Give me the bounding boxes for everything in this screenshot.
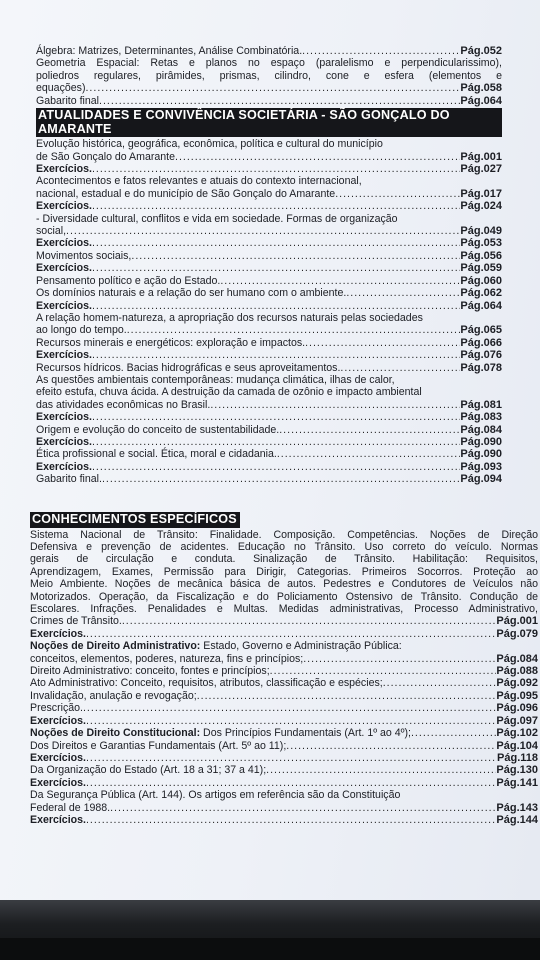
toc-entry-title: Dos Direitos e Garantias Fundamentais (Art. 5º ao 11); [30,739,287,752]
toc-entry-exercicios [30,628,538,640]
toc-entry-exercicios [30,752,538,764]
toc-page-number: Pág.096 [496,702,538,715]
toc-entry [36,225,502,237]
toc-entry-title: Exercícios. [36,435,92,448]
section-header-conhecimentos: CONHECIMENTOS ESPECÍFICOS [30,512,240,528]
section-header-atualidades: ATUALIDADES E CONVIVÊNCIA SOCIETÁRIA - SÃO GONÇALO DO AMARANTE [36,108,502,137]
toc-page-number: Pág.090 [460,448,502,461]
toc-entry-title: social, [36,225,67,238]
toc-page-number: Pág.056 [460,249,502,262]
toc-entry-exercicios [36,163,502,175]
toc-entry-exercicios [30,814,538,826]
subsection-heading: Noções de Direito Constitucional: [30,727,201,740]
toc-page-number: Pág.079 [496,627,538,640]
toc-entry-title: Exercícios. [36,262,92,275]
toc-entry [30,677,538,689]
toc-entry-title: Exercícios. [36,460,92,473]
toc-page-number: Pág.144 [496,813,538,826]
toc-entry [30,727,538,739]
toc-entry-line: Acontecimentos e fatos relevantes e atuais do contexto internacional, [36,175,362,188]
leader-dots [131,250,460,262]
leader-dots [92,200,460,212]
toc-entry-line [30,640,538,652]
toc-entry-title: Exercícios. [36,237,92,250]
toc-entry-multiline [30,789,538,801]
toc-entry [36,448,502,460]
toc-entry [36,424,502,436]
toc-entry [30,690,538,702]
toc-entry-multiline [36,138,502,150]
toc-page-number: Pág.130 [496,764,538,777]
toc-entry-title: Exercícios. [30,714,86,727]
toc-entry [36,399,502,411]
leader-dots [85,82,460,94]
toc-entry-exercicios [36,436,502,448]
toc-page-number: Pág.076 [460,349,502,362]
toc-page-number: Pág.017 [460,187,502,200]
leader-dots [99,95,460,107]
leader-dots [66,225,460,237]
toc-entry-multiline [36,374,502,399]
leader-dots [302,45,460,57]
toc-entry-multiline [36,175,502,187]
toc-entry-title: Ética profissional e social. Ética, moral e cidadania. [36,448,277,461]
subsection-heading: Noções de Direito Administrativo: [30,640,201,653]
toc-entry-exercicios [36,349,502,361]
toc-entry-title: nacional, estadual e do município de São Gonçalo do Amarante [36,187,336,200]
toc-entry [30,702,538,714]
toc-entry-title: Movimentos sociais, [36,249,132,262]
toc-page-number: Pág.104 [496,739,538,752]
toc-entry-title: Álgebra: Matrizes, Determinantes, Análise Combinatória. [36,45,303,57]
toc-page-number: Pág.024 [460,200,502,213]
leader-dots [92,237,460,249]
toc-entry-multiline [36,312,502,324]
toc-entry-multiline [30,640,538,652]
leader-dots [277,448,461,460]
toc-page-number: Pág.088 [496,665,538,678]
paragraph-line: Sistema Nacional de Trânsito: Finalidade. Composição. Competências. Noções de Direção [30,528,538,541]
toc-entry-line: As questões ambientais contemporâneas: mudança climática, ilhas de calor, [36,373,395,386]
toc-entry-title-text: Dos Princípios Fundamentais (Art. 1º ao 4º); [200,727,411,740]
toc-entry-title: Prescrição. [30,702,83,715]
toc-page-number: Pág.143 [496,801,538,814]
toc-entry-title [30,727,411,739]
leader-dots [383,677,497,689]
toc-entry-line: - Diversidade cultural, conflitos e vida em sociedade. Formas de organização [36,212,398,225]
leader-dots [92,461,460,473]
leader-dots [92,436,460,448]
section-paragraph [30,529,538,616]
toc-entry [36,362,502,374]
toc-entry-line: poliedros regulares, pirâmides, prismas, cilindro, cone e esfera (elementos e [36,69,502,82]
toc-entry [36,324,502,336]
toc-entry-title: Exercícios. [36,299,92,312]
toc-entry-title: Exercícios. [36,200,92,213]
toc-entry-exercicios [36,411,502,423]
table-surface [0,938,540,960]
toc-page-number: Pág.083 [460,411,502,424]
leader-dots [305,337,460,349]
toc-page-number: Pág.090 [460,435,502,448]
toc-entry-exercicios [36,237,502,249]
leader-dots [303,653,496,665]
toc-entry-title: Exercícios. [30,751,86,764]
leader-dots [127,324,461,336]
toc-entry [30,665,538,677]
toc-page-number: Pág.092 [496,677,538,690]
paragraph-line: Aprendizagem, Exames, Permissão para Dirigir, Categorias. Primeiros Socorros. Proteção ao [30,565,538,578]
leader-dots [266,764,496,776]
leader-dots [92,300,460,312]
toc-entry [30,653,538,665]
toc-entry-exercicios [36,262,502,274]
toc-page-number: Pág.001 [460,150,502,163]
leader-dots [122,615,497,627]
toc-page-number: Pág.084 [460,423,502,436]
toc-page-number: Pág.059 [460,262,502,275]
toc-entry-exercicios [30,777,538,789]
toc-entry-title: Exercícios. [36,411,92,424]
toc-entry [30,740,538,752]
toc-entry-title: Exercícios. [30,813,86,826]
toc-entry [36,151,502,163]
toc-entry-title: Direito Administrativo: conceito, fontes e princípios; [30,665,270,678]
toc-entry-line-text: Estado, Governo e Administração Pública: [200,640,402,653]
toc-page-number: Pág.093 [460,460,502,473]
toc-entry-title: de São Gonçalo do Amarante [36,150,175,163]
toc-page-number: Pág.102 [496,727,538,740]
toc-page-number: Pág.064 [460,94,502,107]
toc-page-number: Pág.060 [460,274,502,287]
toc-entry [36,250,502,262]
toc-entry-title: Federal de 1988. [30,801,111,814]
leader-dots [210,399,460,411]
toc-page-number: Pág.053 [460,237,502,250]
toc-entry-multiline [36,57,502,82]
toc-entry-title: Exercícios. [36,349,92,362]
toc-entry-title: ao longo do tempo. [36,324,127,337]
toc-page-number: Pág.141 [496,776,538,789]
paragraph-line: Escolares. Infrações. Penalidades e Multas. Medidas administrativas, Processo Administrativo, [30,603,538,616]
toc-entry-exercicios [36,461,502,473]
toc-entry-title: Exercícios. [30,627,86,640]
toc-page-number: Pág.049 [460,225,502,238]
leader-dots [83,702,496,714]
toc-entry [36,337,502,349]
paragraph-line: Meio Ambiente. Noções de mecânica básica de autos. Pedestres e Condutores de Veículos não [30,578,538,591]
toc-entry-title: Crimes de Trânsito. [30,615,122,628]
toc-entry-title: Exercícios. [36,163,92,176]
leader-dots [279,424,460,436]
toc-page-number: Pág.097 [496,714,538,727]
toc-entry [36,95,502,107]
toc-entry-title: Gabarito final. [36,473,102,486]
toc-entry [36,45,502,57]
leader-dots [110,802,496,814]
toc-entry [36,275,502,287]
toc-page-number: Pág.001 [496,615,538,628]
toc-page-number: Pág.062 [460,287,502,300]
leader-dots [286,740,496,752]
toc-page-number: Pág.095 [496,689,538,702]
toc-entry-line: Evolução histórica, geográfica, econômica, política e cultural do município [36,138,383,151]
leader-dots [220,275,460,287]
toc-entry-title: conceitos, elementos, poderes, natureza, fins e princípios; [30,652,304,665]
toc-page-number: Pág.064 [460,299,502,312]
toc-entry-title: Ato Administrativo: Conceito, requisitos, atributos, classificação e espécies; [30,677,383,690]
paragraph-line: Defensiva e prevenção de acidentes. Educação no Trânsito. Uso correto do veículo. Normas [30,541,538,553]
leader-dots [346,287,460,299]
leader-dots [92,262,460,274]
toc-page-number: Pág.078 [460,361,502,374]
toc-page-number: Pág.094 [460,473,502,486]
toc-entry-exercicios [36,200,502,212]
toc-entry-title: das atividades econômicas no Brasil. [36,398,211,411]
toc-entry [36,287,502,299]
toc-entry-line: Da Segurança Pública (Art. 144). Os artigos em referência são da Constituição [30,789,401,802]
leader-dots [92,349,460,361]
toc-page-number: Pág.118 [497,751,538,764]
toc-entry-line: efeito estufa, chuva ácida. A destruição da camada de ozônio e impacto ambiental [36,386,422,399]
toc-entry-title: Origem e evolução do conceito de sustentabilidade. [36,423,280,436]
toc-page-number: Pág.066 [460,336,502,349]
leader-dots [86,628,496,640]
toc-entry-title: Exercícios. [30,776,86,789]
leader-dots [197,690,497,702]
leader-dots [86,777,496,789]
toc-entry-title: Gabarito final [36,94,100,107]
toc-page-number: Pág.052 [460,45,502,57]
leader-dots [92,411,460,423]
toc-page-number: Pág.084 [496,652,538,665]
toc-entry-title: Da Organização do Estado (Art. 18 a 31; 37 a 41); [30,764,267,777]
table-of-contents-lower [30,510,538,826]
toc-entry [30,615,538,627]
toc-page-number: Pág.065 [460,324,502,337]
toc-entry-title: equações) [36,82,86,95]
toc-page-number: Pág.081 [460,398,502,411]
toc-entry-title: Recursos hídricos. Bacias hidrográficas e seus aproveitamentos. [36,361,341,374]
leader-dots [86,814,496,826]
toc-entry-multiline [36,213,502,225]
leader-dots [411,727,496,739]
toc-entry-title: Recursos minerais e energéticos: exploração e impactos. [36,336,306,349]
paragraph-line: Motorizados. Operação, da Fiscalização e do Policiamento Ostensivo de Trânsito. Condução de [30,590,538,603]
toc-entry-title: Invalidação, anulação e revogação; [30,689,197,702]
toc-entry-exercicios [36,300,502,312]
leader-dots [92,163,460,175]
toc-entry [30,802,538,814]
leader-dots [86,715,496,727]
leader-dots [270,665,497,677]
leader-dots [175,151,460,163]
toc-entry [36,188,502,200]
toc-entry-line: Geometria Espacial: Retas e planos no espaço (paralelismo e perpendicularissimo), [36,57,502,70]
toc-entry-title: Pensamento político e ação do Estado. [36,274,221,287]
leader-dots [340,362,460,374]
leader-dots [86,752,497,764]
leader-dots [335,188,460,200]
toc-entry-title: Os domínios naturais e a relação do ser humano com o ambiente. [36,287,347,300]
toc-entry [36,473,502,485]
paragraph-line: gerais de circulação e conduta. Sinalização de Trânsito. Habilitação: Requisitos, [30,553,538,566]
toc-entry-exercicios [30,715,538,727]
toc-entry-line: A relação homem-natureza, a apropriação dos recursos naturais pelas sociedades [36,311,423,324]
toc-page-number: Pág.058 [460,82,502,95]
table-of-contents-upper [36,45,502,486]
toc-entry [36,82,502,94]
toc-entry [30,764,538,776]
toc-page-number: Pág.027 [460,163,502,176]
leader-dots [102,473,460,485]
